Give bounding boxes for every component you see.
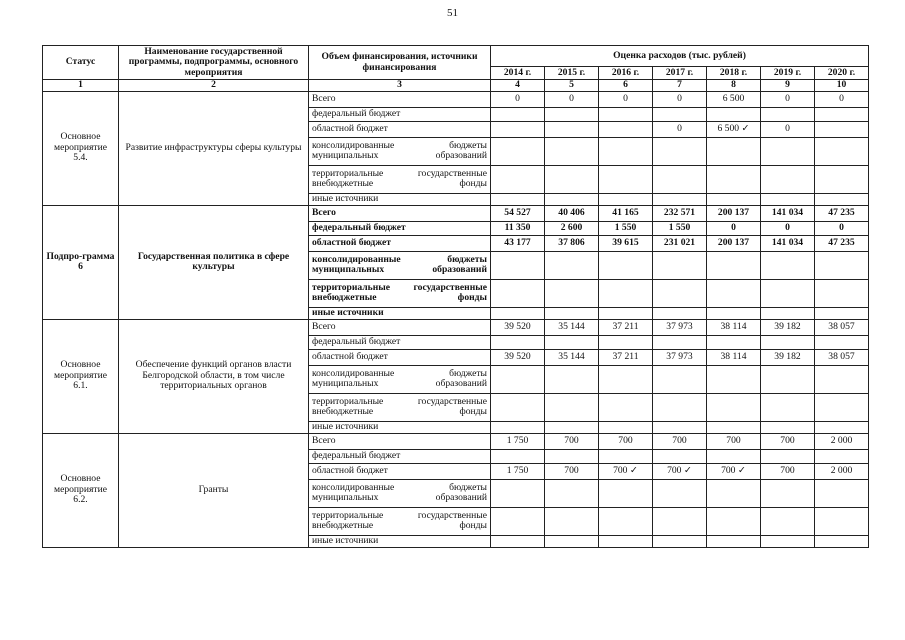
funding-source-label: консолидированные бюджеты — [312, 481, 487, 493]
funding-source-label: Всего — [312, 92, 336, 104]
value-cell — [761, 307, 815, 319]
value-cell: 700 ✓ — [707, 463, 761, 479]
value-cell: 0 — [815, 221, 869, 235]
value-cell — [815, 421, 869, 433]
column-number: 4 — [491, 80, 545, 92]
value-cell — [707, 479, 761, 507]
column-number: 7 — [653, 80, 707, 92]
value-cell — [491, 479, 545, 507]
header-status: Статус — [43, 46, 119, 80]
group-status: Подпро-грамма 6 — [43, 205, 119, 319]
header-year: 2020 г. — [815, 67, 869, 80]
value-cell — [491, 535, 545, 547]
value-cell — [815, 121, 869, 137]
value-cell — [599, 479, 653, 507]
value-cell: 0 — [653, 121, 707, 137]
value-cell — [815, 365, 869, 393]
funding-source-label: муниципальных образований — [312, 264, 487, 275]
value-cell — [653, 335, 707, 349]
value-cell: 0 — [761, 221, 815, 235]
value-cell — [653, 307, 707, 319]
value-cell — [545, 393, 599, 421]
value-cell — [815, 107, 869, 121]
value-cell — [653, 421, 707, 433]
value-cell: 54 527 — [491, 205, 545, 221]
value-cell: 141 034 — [761, 235, 815, 251]
value-cell — [707, 535, 761, 547]
column-number: 6 — [599, 80, 653, 92]
value-cell — [599, 165, 653, 193]
funding-source-label: внебюджетные фонды — [312, 406, 487, 417]
value-cell: 0 — [545, 91, 599, 107]
value-cell — [599, 307, 653, 319]
funding-source-regional — [309, 235, 491, 251]
value-cell: 43 177 — [491, 235, 545, 251]
funding-source-other — [309, 307, 491, 319]
budget-table — [42, 45, 869, 548]
value-cell: 700 — [761, 463, 815, 479]
value-cell: 700 ✓ — [653, 463, 707, 479]
funding-source-label: федеральный бюджет — [312, 107, 401, 119]
value-cell — [491, 421, 545, 433]
table-row — [43, 433, 869, 449]
value-cell — [815, 535, 869, 547]
value-cell: 700 — [545, 463, 599, 479]
value-cell: 39 520 — [491, 349, 545, 365]
funding-source-label: муниципальных образований — [312, 492, 487, 503]
funding-source-total — [309, 205, 491, 221]
value-cell — [815, 335, 869, 349]
value-cell — [653, 365, 707, 393]
funding-source-label: территориальные государственные — [312, 509, 487, 521]
funding-source-total — [309, 91, 491, 107]
value-cell — [707, 335, 761, 349]
funding-source-extra — [309, 393, 491, 421]
funding-source-label: иные источники — [312, 193, 379, 204]
value-cell — [761, 365, 815, 393]
value-cell — [815, 279, 869, 307]
value-cell: 1 750 — [491, 433, 545, 449]
funding-source-extra — [309, 507, 491, 535]
funding-source-label: федеральный бюджет — [312, 449, 401, 461]
column-number: 5 — [545, 80, 599, 92]
funding-source-label: Всего — [312, 434, 336, 446]
header-name: Наименование государственной программы, подпрограммы, основного мероприятия — [119, 46, 309, 80]
funding-source-label: областной бюджет — [312, 122, 388, 134]
funding-source-label: внебюджетные фонды — [312, 520, 487, 531]
value-cell — [653, 393, 707, 421]
value-cell — [545, 279, 599, 307]
value-cell: 6 500 — [707, 91, 761, 107]
value-cell — [545, 335, 599, 349]
value-cell: 37 211 — [599, 349, 653, 365]
value-cell: 39 182 — [761, 319, 815, 335]
funding-source-label: консолидированные бюджеты — [312, 139, 487, 151]
funding-source-label: территориальные государственные — [312, 395, 487, 407]
funding-source-regional — [309, 463, 491, 479]
funding-source-label: муниципальных образований — [312, 378, 487, 389]
value-cell — [599, 335, 653, 349]
value-cell: 700 — [653, 433, 707, 449]
value-cell: 38 057 — [815, 349, 869, 365]
value-cell — [545, 307, 599, 319]
value-cell — [761, 479, 815, 507]
value-cell: 141 034 — [761, 205, 815, 221]
value-cell — [761, 335, 815, 349]
value-cell — [815, 307, 869, 319]
value-cell: 47 235 — [815, 235, 869, 251]
funding-source-label: иные источники — [312, 535, 379, 546]
funding-source-other — [309, 421, 491, 433]
value-cell: 38 114 — [707, 349, 761, 365]
value-cell — [491, 393, 545, 421]
header-estimate: Оценка расходов (тыс. рублей) — [491, 46, 869, 67]
value-cell: 0 — [761, 91, 815, 107]
value-cell — [761, 421, 815, 433]
value-cell — [653, 107, 707, 121]
value-cell — [653, 479, 707, 507]
value-cell: 700 ✓ — [599, 463, 653, 479]
value-cell: 700 — [761, 433, 815, 449]
value-cell — [545, 479, 599, 507]
value-cell — [491, 307, 545, 319]
value-cell: 700 — [599, 433, 653, 449]
value-cell — [707, 165, 761, 193]
value-cell — [599, 121, 653, 137]
value-cell — [761, 251, 815, 279]
column-number: 9 — [761, 80, 815, 92]
funding-source-label: территориальные государственные — [312, 167, 487, 179]
value-cell — [761, 165, 815, 193]
table-row — [43, 319, 869, 335]
column-number: 8 — [707, 80, 761, 92]
value-cell: 231 021 — [653, 235, 707, 251]
value-cell — [815, 479, 869, 507]
value-cell: 41 165 — [599, 205, 653, 221]
value-cell — [653, 535, 707, 547]
funding-source-label: федеральный бюджет — [312, 335, 401, 347]
funding-source-label: внебюджетные фонды — [312, 178, 487, 189]
value-cell — [653, 507, 707, 535]
value-cell — [815, 393, 869, 421]
group-name: Гранты — [119, 433, 309, 547]
group-status: Основное мероприятие 6.1. — [43, 319, 119, 433]
value-cell — [707, 421, 761, 433]
value-cell: 200 137 — [707, 235, 761, 251]
value-cell: 2 600 — [545, 221, 599, 235]
value-cell — [815, 449, 869, 463]
value-cell — [761, 137, 815, 165]
value-cell — [545, 165, 599, 193]
column-number: 3 — [309, 80, 491, 92]
value-cell: 39 615 — [599, 235, 653, 251]
table-row — [43, 91, 869, 107]
funding-source-federal — [309, 449, 491, 463]
value-cell — [653, 279, 707, 307]
value-cell: 40 406 — [545, 205, 599, 221]
value-cell — [599, 421, 653, 433]
value-cell — [545, 449, 599, 463]
header-year: 2017 г. — [653, 67, 707, 80]
value-cell — [491, 137, 545, 165]
funding-source-municipal — [309, 479, 491, 507]
value-cell — [815, 137, 869, 165]
funding-source-extra — [309, 279, 491, 307]
value-cell — [707, 507, 761, 535]
funding-source-label: областной бюджет — [312, 464, 388, 476]
group-status: Основное мероприятие 6.2. — [43, 433, 119, 547]
value-cell — [599, 449, 653, 463]
value-cell — [761, 107, 815, 121]
value-cell — [545, 107, 599, 121]
value-cell: 35 144 — [545, 349, 599, 365]
value-cell — [545, 507, 599, 535]
value-cell — [599, 193, 653, 205]
funding-source-other — [309, 193, 491, 205]
header-year: 2015 г. — [545, 67, 599, 80]
funding-source-municipal — [309, 137, 491, 165]
value-cell — [707, 251, 761, 279]
value-cell — [707, 449, 761, 463]
value-cell — [707, 193, 761, 205]
value-cell: 200 137 — [707, 205, 761, 221]
page-number: 51 — [447, 7, 458, 19]
value-cell — [599, 137, 653, 165]
value-cell — [653, 449, 707, 463]
value-cell — [653, 193, 707, 205]
value-cell: 0 — [491, 91, 545, 107]
value-cell — [599, 535, 653, 547]
value-cell: 38 114 — [707, 319, 761, 335]
value-cell — [491, 449, 545, 463]
funding-source-extra — [309, 165, 491, 193]
funding-source-total — [309, 433, 491, 449]
value-cell: 37 806 — [545, 235, 599, 251]
funding-source-label: консолидированные бюджеты — [312, 367, 487, 379]
funding-source-label: муниципальных образований — [312, 150, 487, 161]
value-cell — [815, 251, 869, 279]
value-cell — [761, 279, 815, 307]
value-cell — [599, 107, 653, 121]
value-cell — [545, 535, 599, 547]
value-cell — [545, 137, 599, 165]
column-number: 2 — [119, 80, 309, 92]
funding-source-total — [309, 319, 491, 335]
header-funding: Объем финансирования, источники финансирования — [309, 46, 491, 80]
value-cell — [815, 507, 869, 535]
value-cell — [761, 193, 815, 205]
value-cell — [599, 365, 653, 393]
funding-source-regional — [309, 121, 491, 137]
value-cell — [491, 507, 545, 535]
funding-source-regional — [309, 349, 491, 365]
value-cell: 39 182 — [761, 349, 815, 365]
value-cell — [761, 393, 815, 421]
value-cell — [545, 121, 599, 137]
value-cell: 1 550 — [599, 221, 653, 235]
value-cell — [491, 251, 545, 279]
funding-source-label: Всего — [312, 320, 336, 332]
value-cell — [491, 335, 545, 349]
header-year: 2016 г. — [599, 67, 653, 80]
funding-source-federal — [309, 107, 491, 121]
value-cell — [491, 279, 545, 307]
value-cell: 232 571 — [653, 205, 707, 221]
funding-source-label: областной бюджет — [312, 236, 391, 248]
value-cell — [707, 307, 761, 319]
value-cell: 37 973 — [653, 319, 707, 335]
value-cell — [653, 165, 707, 193]
funding-source-label: иные источники — [312, 421, 379, 432]
value-cell — [545, 421, 599, 433]
table-row — [43, 205, 869, 221]
value-cell — [545, 365, 599, 393]
funding-source-label: консолидированные бюджеты — [312, 253, 487, 265]
value-cell: 2 000 — [815, 433, 869, 449]
column-number: 1 — [43, 80, 119, 92]
column-number: 10 — [815, 80, 869, 92]
value-cell — [491, 365, 545, 393]
value-cell — [491, 107, 545, 121]
value-cell — [707, 393, 761, 421]
value-cell — [761, 507, 815, 535]
value-cell — [707, 107, 761, 121]
value-cell: 0 — [599, 91, 653, 107]
value-cell — [599, 507, 653, 535]
value-cell: 11 350 — [491, 221, 545, 235]
funding-source-federal — [309, 335, 491, 349]
value-cell — [707, 279, 761, 307]
value-cell: 38 057 — [815, 319, 869, 335]
value-cell: 2 000 — [815, 463, 869, 479]
value-cell — [707, 137, 761, 165]
value-cell: 47 235 — [815, 205, 869, 221]
group-status: Основное мероприятие 5.4. — [43, 91, 119, 205]
value-cell — [653, 251, 707, 279]
value-cell — [491, 165, 545, 193]
value-cell: 39 520 — [491, 319, 545, 335]
value-cell: 0 — [761, 121, 815, 137]
value-cell — [491, 121, 545, 137]
value-cell — [599, 279, 653, 307]
value-cell — [815, 165, 869, 193]
value-cell: 0 — [653, 91, 707, 107]
header-year: 2019 г. — [761, 67, 815, 80]
funding-source-label: внебюджетные фонды — [312, 292, 487, 303]
value-cell: 37 973 — [653, 349, 707, 365]
value-cell: 37 211 — [599, 319, 653, 335]
value-cell: 1 550 — [653, 221, 707, 235]
funding-source-municipal — [309, 251, 491, 279]
value-cell — [545, 251, 599, 279]
value-cell — [761, 449, 815, 463]
value-cell — [599, 251, 653, 279]
value-cell: 0 — [815, 91, 869, 107]
funding-source-municipal — [309, 365, 491, 393]
group-name: Развитие инфраструктуры сферы культуры — [119, 91, 309, 205]
value-cell — [545, 193, 599, 205]
funding-source-label: федеральный бюджет — [312, 221, 406, 233]
value-cell — [653, 137, 707, 165]
group-name: Обеспечение функций органов власти Белгородской области, в том числе территориальных органов — [119, 319, 309, 433]
value-cell: 700 — [707, 433, 761, 449]
header-year: 2014 г. — [491, 67, 545, 80]
header-year: 2018 г. — [707, 67, 761, 80]
funding-source-federal — [309, 221, 491, 235]
value-cell: 35 144 — [545, 319, 599, 335]
funding-source-label: территориальные государственные — [312, 281, 487, 293]
funding-source-label: областной бюджет — [312, 350, 388, 362]
value-cell: 0 — [707, 221, 761, 235]
value-cell — [491, 193, 545, 205]
funding-source-other — [309, 535, 491, 547]
value-cell — [599, 393, 653, 421]
value-cell — [707, 365, 761, 393]
funding-source-label: Всего — [312, 206, 336, 218]
funding-source-label: иные источники — [312, 307, 384, 318]
value-cell: 700 — [545, 433, 599, 449]
value-cell — [761, 535, 815, 547]
value-cell — [815, 193, 869, 205]
value-cell: 6 500 ✓ — [707, 121, 761, 137]
value-cell: 1 750 — [491, 463, 545, 479]
group-name: Государственная политика в сфере культуры — [119, 205, 309, 319]
